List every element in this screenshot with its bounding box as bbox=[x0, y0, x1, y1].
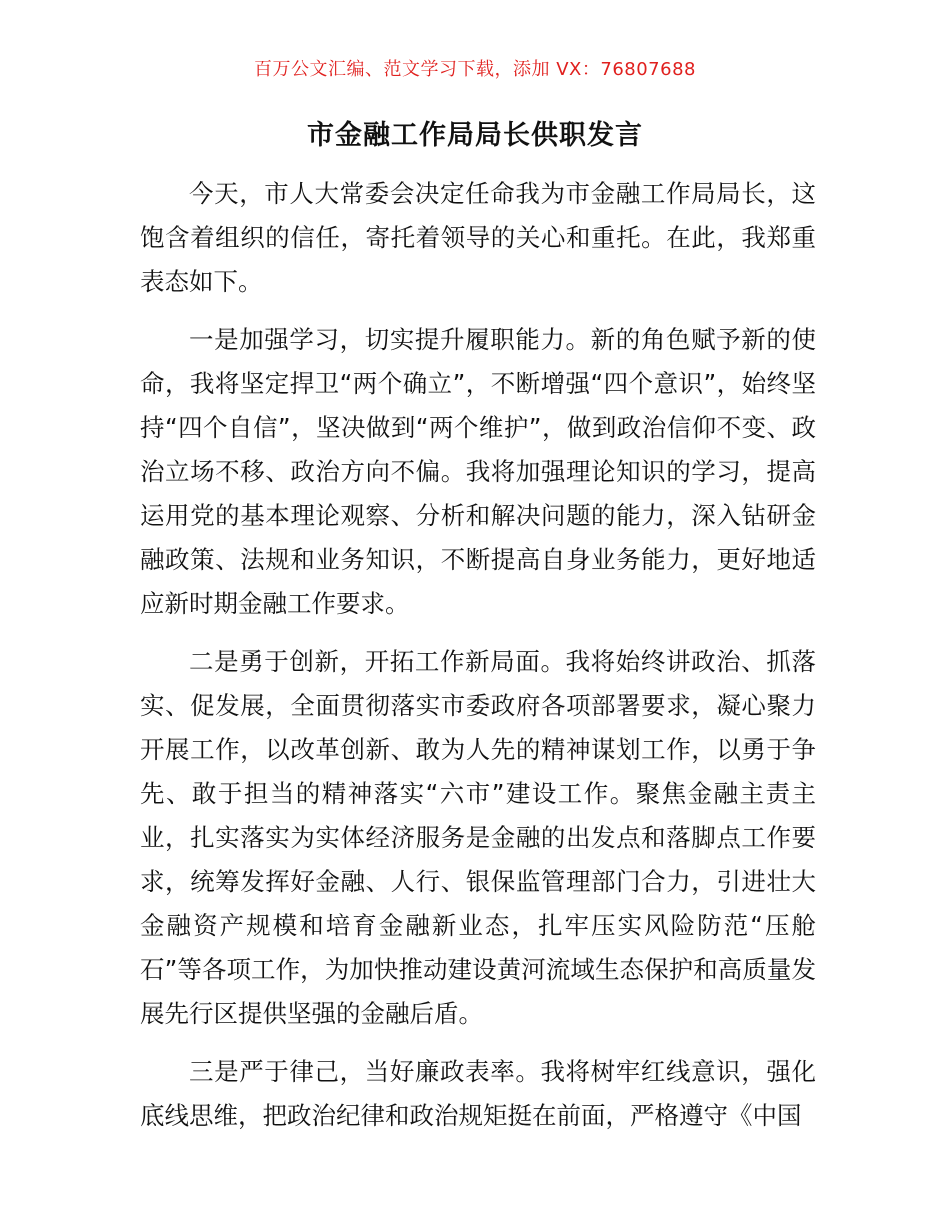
paragraph-opening: 今天，市人大常委会决定任命我为市金融工作局局长，这饱含着组织的信任，寄托着领导的关心和重托。在此，我郑重表态如下。 bbox=[140, 179, 816, 296]
document-title: 市金融工作局局长供职发言 bbox=[307, 120, 643, 151]
header-watermark-note: 百万公文汇编、范文学习下载，添加 VX：76807688 bbox=[254, 59, 696, 80]
paragraph-point-two: 二是勇于创新，开拓工作新局面。我将始终讲政治、抓落实、促发展，全面贯彻落实市委政府各项部署要求，凝心聚力开展工作，以改革创新、敢为人先的精神谋划工作，以勇于争先、敢于担当的精神落实“六市”建设工作。聚焦金融主责主业，扎实落实为实体经济服务是金融的出发点和落脚点工作要求，统筹发挥好金融、人行、银保监管理部门合力，引进壮大金融资产规模和培育金融新业态，扎牢压实风险防范“压舱石”等各项工作，为加快推动建设黄河流域生态保护和高质量发展先行区提供坚强的金融后盾。 bbox=[140, 647, 816, 1028]
document-body bbox=[140, 172, 816, 1152]
paragraph-point-one: 一是加强学习，切实提升履职能力。新的角色赋予新的使命，我将坚定捍卫“两个确立”，不断增强“四个意识”，始终坚持“四个自信”，坚决做到“两个维护”，做到政治信仰不变、政治立场不移、政治方向不偏。我将加强理论知识的学习，提高运用党的基本理论观察、分析和解决问题的能力，深入钻研金融政策、法规和业务知识，不断提高自身业务能力，更好地适应新时期金融工作要求。 bbox=[140, 325, 816, 618]
paragraph-point-three: 三是严于律己，当好廉政表率。我将树牢红线意识，强化底线思维，把政治纪律和政治规矩挺在前面，严格遵守《中国 bbox=[140, 1057, 816, 1130]
